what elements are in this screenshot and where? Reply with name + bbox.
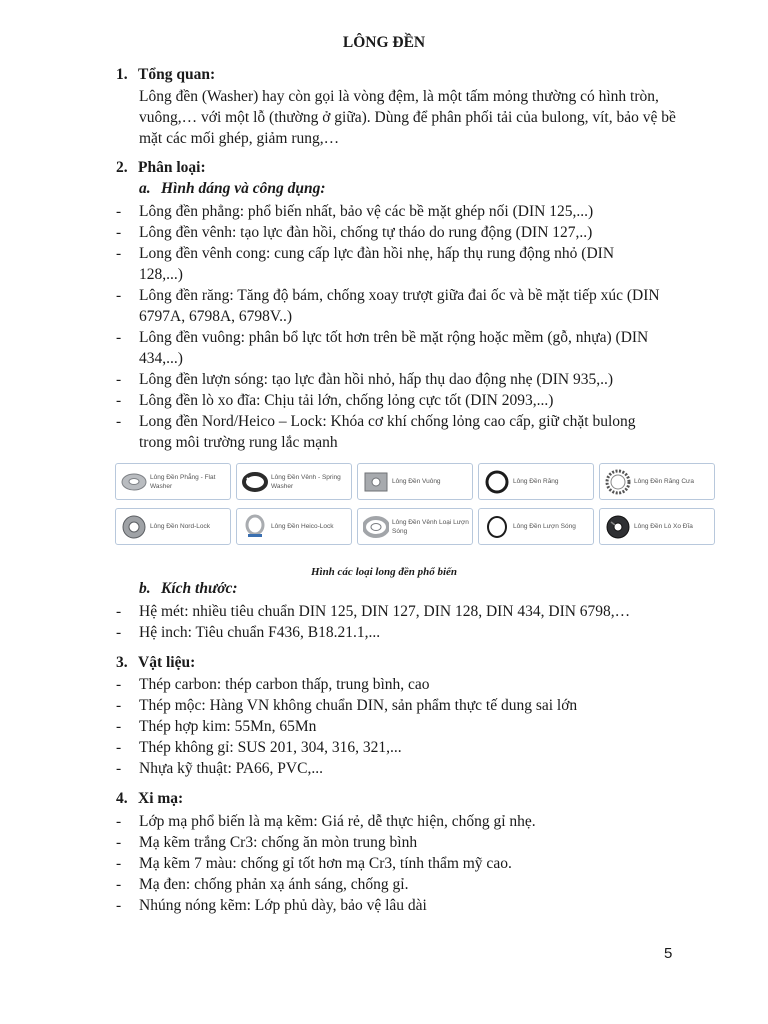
heico-lock-washer-icon <box>242 514 268 540</box>
list-item <box>116 758 676 779</box>
square-washer-icon <box>363 469 389 495</box>
list-item <box>116 201 676 222</box>
spring-washer-icon <box>242 469 268 495</box>
list-item-text: Lớp mạ phổ biến là mạ kẽm: Giá rẻ, dễ thực hiện, chống gỉ nhẹ. <box>139 813 536 830</box>
curved-wave-washer-icon <box>363 514 389 540</box>
section-2-heading <box>116 159 206 177</box>
list-item-text: Mạ đen: chống phản xạ ánh sáng, chống gỉ. <box>139 876 409 893</box>
figure-card <box>478 463 594 500</box>
bullet-dash: - <box>116 855 122 872</box>
list-item <box>116 895 676 916</box>
disc-spring-washer-icon <box>605 514 631 540</box>
section-number: 3. <box>116 654 128 671</box>
list-item <box>116 716 676 737</box>
bullet-dash: - <box>116 603 122 620</box>
bullet-dash: - <box>116 813 122 830</box>
bullet-dash: - <box>116 834 122 851</box>
list-item-text: Hệ inch: Tiêu chuẩn F436, B18.21.1,... <box>139 624 381 641</box>
figure-card <box>236 463 352 500</box>
list-item <box>116 853 676 874</box>
subsection-letter: a. <box>139 180 151 197</box>
list-item-text: Lông đền lượn sóng: tạo lực đàn hồi nhỏ, hấp thụ dao động nhẹ (DIN 935,..) <box>139 371 613 388</box>
bullet-dash: - <box>116 287 122 304</box>
list-item-text: Nhựa kỹ thuật: PA66, PVC,... <box>139 760 323 777</box>
figure-card <box>599 463 715 500</box>
bullet-dash: - <box>116 876 122 893</box>
bullet-dash: - <box>116 224 122 241</box>
section-4-heading <box>116 790 183 808</box>
tooth-washer-icon <box>484 469 510 495</box>
bullet-dash: - <box>116 245 122 262</box>
list-item <box>116 411 676 453</box>
list-item-text: Mạ kẽm 7 màu: chống gỉ tốt hơn mạ Cr3, tính thẩm mỹ cao. <box>139 855 512 872</box>
section-title: Tổng quan: <box>138 66 216 83</box>
list-item <box>116 874 676 895</box>
figure-card-label: Lông Đền Phẳng - Flat Washer <box>150 473 216 490</box>
list-item-text: Lông đền răng: Tăng độ bám, chống xoay trượt giữa đai ốc và bề mặt tiếp xúc (DIN 6797A, 6798A, 6798V..) <box>139 287 660 325</box>
bullet-dash: - <box>116 413 122 430</box>
figure-card <box>115 508 231 545</box>
figure-card-label: Lông Đền Răng <box>513 478 559 485</box>
bullet-dash: - <box>116 897 122 914</box>
list-item <box>116 327 676 369</box>
section-3-heading <box>116 654 195 672</box>
subsection-a-heading <box>139 180 326 198</box>
bullet-dash: - <box>116 203 122 220</box>
subsection-b-heading <box>139 580 238 598</box>
figure-card-label: Lông Đền Vuông <box>392 478 441 485</box>
list-item <box>116 832 676 853</box>
section-number: 2. <box>116 159 128 176</box>
list-item-text: Lông đền vênh: tạo lực đàn hồi, chống tự tháo do rung động (DIN 127,..) <box>139 224 593 241</box>
list-item-text: Nhúng nóng kẽm: Lớp phủ dày, bảo vệ lâu dài <box>139 897 427 914</box>
list-item-text: Long đền Nord/Heico – Lock: Khóa cơ khí chống lỏng cao cấp, giữ chặt bulong trong môi trường rung lắc mạnh <box>139 413 636 451</box>
list-item <box>116 369 676 390</box>
list-item-text: Thép không gỉ: SUS 201, 304, 316, 321,... <box>139 739 402 756</box>
list-item <box>116 622 676 643</box>
list-item-text: Lông đền lò xo đĩa: Chịu tải lớn, chống lỏng cực tốt (DIN 2093,...) <box>139 392 554 409</box>
list-item <box>116 601 676 622</box>
list-item-text: Thép mộc: Hàng VN không chuẩn DIN, sản phẩm thực tế dung sai lớn <box>139 697 578 714</box>
list-item-text: Hệ mét: nhiều tiêu chuẩn DIN 125, DIN 127, DIN 128, DIN 434, DIN 6798,… <box>139 603 631 620</box>
bullet-dash: - <box>116 329 122 346</box>
nord-lock-washer-icon <box>121 514 147 540</box>
figure-card <box>599 508 715 545</box>
figure-card <box>236 508 352 545</box>
section-1-heading <box>116 66 215 84</box>
figure-card-label: Lông Đền Heico-Lock <box>271 523 334 530</box>
bullet-dash: - <box>116 676 122 693</box>
figure-card-label: Lông Đền Vênh Loại Lượn Sóng <box>392 518 469 535</box>
washer-types-figure <box>115 463 717 549</box>
list-item <box>116 811 676 832</box>
list-item-text: Thép hợp kim: 55Mn, 65Mn <box>139 718 317 735</box>
section-title: Vật liệu: <box>138 654 196 671</box>
bullet-dash: - <box>116 371 122 388</box>
list-item-text: Long đền vênh cong: cung cấp lực đàn hồi nhẹ, hấp thụ rung động nhỏ (DIN 128,...) <box>139 245 615 283</box>
figure-card-label: Lông Đền Lò Xo Đĩa <box>634 523 693 530</box>
subsection-title: Hình dáng và công dụng: <box>161 180 326 197</box>
list-item-text: Mạ kẽm trắng Cr3: chống ăn mòn trung bình <box>139 834 418 851</box>
subsection-title: Kích thước: <box>161 580 238 597</box>
section-title: Xi mạ: <box>138 790 184 807</box>
section-number: 1. <box>116 66 128 83</box>
figure-card-label: Lông Đền Lượn Sóng <box>513 523 576 530</box>
list-item <box>116 695 676 716</box>
overview-paragraph: Lông đền (Washer) hay còn gọi là vòng đệm, là một tấm mỏng thường có hình tròn, vuông,… với một lỗ (thường ở giữa). Dùng để phân phối tải của bulong, vít, bảo vệ bề mặt các mối ghép, giảm rung,… <box>139 88 676 147</box>
list-item-text: Thép carbon: thép carbon thấp, trung bình, cao <box>139 676 430 693</box>
subsection-letter: b. <box>139 580 151 597</box>
wave-washer-icon <box>484 514 510 540</box>
list-item <box>116 737 676 758</box>
figure-card <box>478 508 594 545</box>
section-number: 4. <box>116 790 128 807</box>
page-number: 5 <box>664 945 673 962</box>
bullet-dash: - <box>116 697 122 714</box>
bullet-dash: - <box>116 718 122 735</box>
bullet-dash: - <box>116 760 122 777</box>
figure-card <box>357 508 473 545</box>
bullet-dash: - <box>116 392 122 409</box>
bullet-dash: - <box>116 739 122 756</box>
section-title: Phân loại: <box>138 159 206 176</box>
figure-card <box>115 463 231 500</box>
list-item <box>116 674 676 695</box>
list-item <box>116 285 676 327</box>
list-item <box>116 222 676 243</box>
list-item-text: Lông đền phẳng: phổ biến nhất, bảo vệ các bề mặt ghép nối (DIN 125,...) <box>139 203 594 220</box>
page-title: LÔNG ĐỀN <box>342 34 426 51</box>
serrated-washer-icon <box>605 469 631 495</box>
figure-card-label: Lông Đền Răng Cưa <box>634 478 695 485</box>
list-item-text: Lông đền vuông: phân bổ lực tốt hơn trên bề mặt rộng hoặc mềm (gỗ, nhựa) (DIN 434,...) <box>139 329 649 367</box>
bullet-dash: - <box>116 624 122 641</box>
figure-caption: Hình các loại long đền phổ biến <box>310 566 458 578</box>
figure-card <box>357 463 473 500</box>
flat-washer-icon <box>121 469 147 495</box>
list-item <box>116 390 676 411</box>
list-item <box>116 243 676 285</box>
figure-card-label: Lông Đền Nord-Lock <box>150 523 210 530</box>
figure-card-label: Lông Đền Vênh - Spring Washer <box>271 473 341 490</box>
